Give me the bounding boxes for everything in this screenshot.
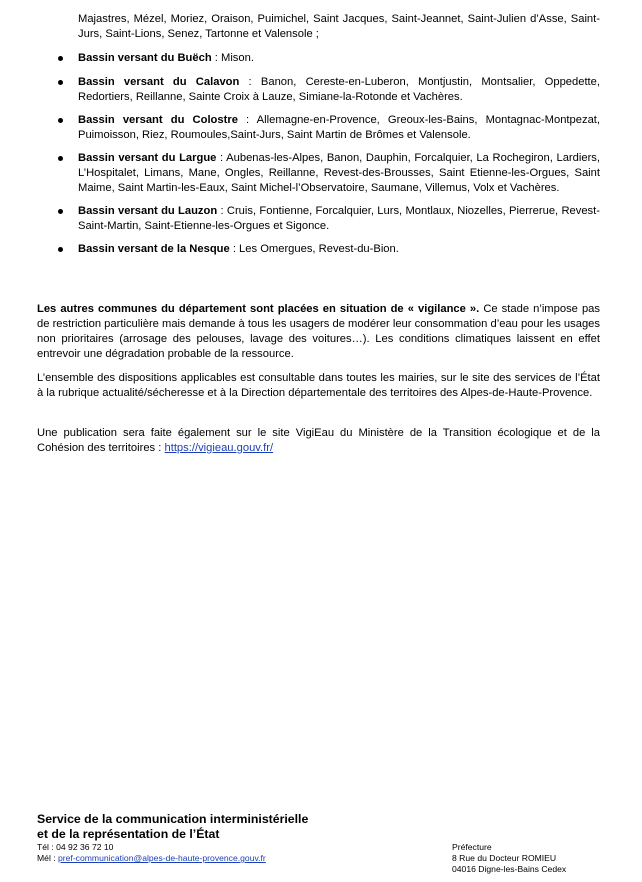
bassin-title: Bassin versant du Largue: [78, 152, 217, 164]
service-line-1: Service de la communication interministérielle: [37, 812, 309, 826]
bassin-title: Bassin versant du Lauzon: [78, 205, 218, 217]
vigilance-text: Ce stade n’impose pas de restriction particulière mais demande à tous les usagers de modérer leur consommation d’eau pour les usages non prioritaires (arrosage des pelouses, lavage des voitures…). Les conditions climatiques laissent en effet entrevoir une dégradation probable de la ressource.: [37, 303, 600, 360]
bullet-icon: [58, 118, 63, 123]
service-line-2: et de la représentation de l’État: [37, 827, 220, 841]
bassin-title: Bassin versant du Colostre: [78, 114, 238, 126]
list-item: [0, 51, 600, 66]
vigilance-bold: Les autres communes du département sont placées en situation de « vigilance ».: [37, 303, 480, 315]
vigilance-paragraph: [37, 302, 600, 362]
bassin-communes: : Cruis, Fontienne, Forcalquier, Lurs, Montlaux, Niozelles, Pierrerue, Revest-Saint-Martin, Saint-Etienne-les-Orgues et Sigonce.: [78, 205, 600, 232]
bassin-communes: : Aubenas-les-Alpes, Banon, Dauphin, Forcalquier, La Rochegiron, Lardiers, L’Hospitalet, Limans, Mane, Ongles, Reillanne, Revest-des-Brousses, Saint Etienne-les-Orgues, Saint Maime, Saint Martin-les-Eaux, Saint Michel-l’Observatoire, Saumane, Villemus, Volx et Vachères.: [78, 152, 601, 194]
bullet-icon: [58, 209, 63, 214]
list-item: [0, 242, 600, 257]
bassin-title: Bassin versant du Buëch: [78, 52, 212, 64]
footer-service: [37, 812, 367, 842]
bullet-icon: [58, 156, 63, 161]
bassin-communes: : Banon, Cereste-en-Luberon, Montjustin, Montsalier, Oppedette, Redortiers, Reillanne, Sainte Croix à Lauze, Simiane-la-Rotonde et Vachères.: [78, 76, 600, 103]
mel-label: Mél :: [37, 853, 59, 863]
publication-text: Une publication sera faite également sur le site VigiEau du Ministère de la Transition écologique et de la Cohésion des territoires :: [37, 427, 600, 454]
bassin-communes: : Allemagne-en-Provence, Greoux-les-Bains, Montagnac-Montpezat, Puimoisson, Riez, Roumoules,Saint-Jurs, Saint Martin de Brômes et Valensole.: [78, 114, 601, 141]
address-line-3: 04016 Digne-les-Bains Cedex: [452, 864, 567, 874]
intro-continuation: Majastres, Mézel, Moriez, Oraison, Puimichel, Saint Jacques, Saint-Jeannet, Saint-Julien d’Asse, Saint-Jurs, Saint-Lions, Senez, Tartonne et Valensole ;: [78, 13, 600, 40]
bullet-icon: [58, 56, 63, 61]
vigieau-link[interactable]: https://vigieau.gouv.fr/: [164, 442, 274, 454]
footer-contact: [37, 842, 367, 864]
list-item: [0, 204, 600, 234]
bassin-title: Bassin versant de la Nesque: [78, 243, 230, 255]
address-line-2: 8 Rue du Docteur ROMIEU: [452, 853, 557, 863]
footer-tel: Tél : 04 92 36 72 10: [37, 842, 114, 852]
footer-mel-line: [37, 853, 367, 864]
bassin-communes: : Mison.: [211, 52, 254, 64]
publication-paragraph: [37, 426, 600, 456]
address-line-1: Préfecture: [452, 842, 492, 852]
bassin-communes: : Les Omergues, Revest-du-Bion.: [229, 243, 399, 255]
footer-address: [452, 842, 622, 875]
bassin-title: Bassin versant du Calavon: [78, 76, 240, 88]
bullet-icon: [58, 247, 63, 252]
list-item: [0, 75, 600, 105]
bullet-icon: [58, 80, 63, 85]
list-item: [0, 151, 600, 196]
email-link[interactable]: pref-communication@alpes-de-haute-provence.gouv.fr: [58, 853, 266, 863]
bassins-list: [0, 51, 642, 257]
dispositions-paragraph: L’ensemble des dispositions applicables est consultable dans toutes les mairies, sur le site des services de l’État à la rubrique actualité/sécheresse et à la Direction départementale des territoires des Alpes-de-Haute-Provence.: [37, 372, 600, 399]
list-item: [0, 113, 600, 143]
